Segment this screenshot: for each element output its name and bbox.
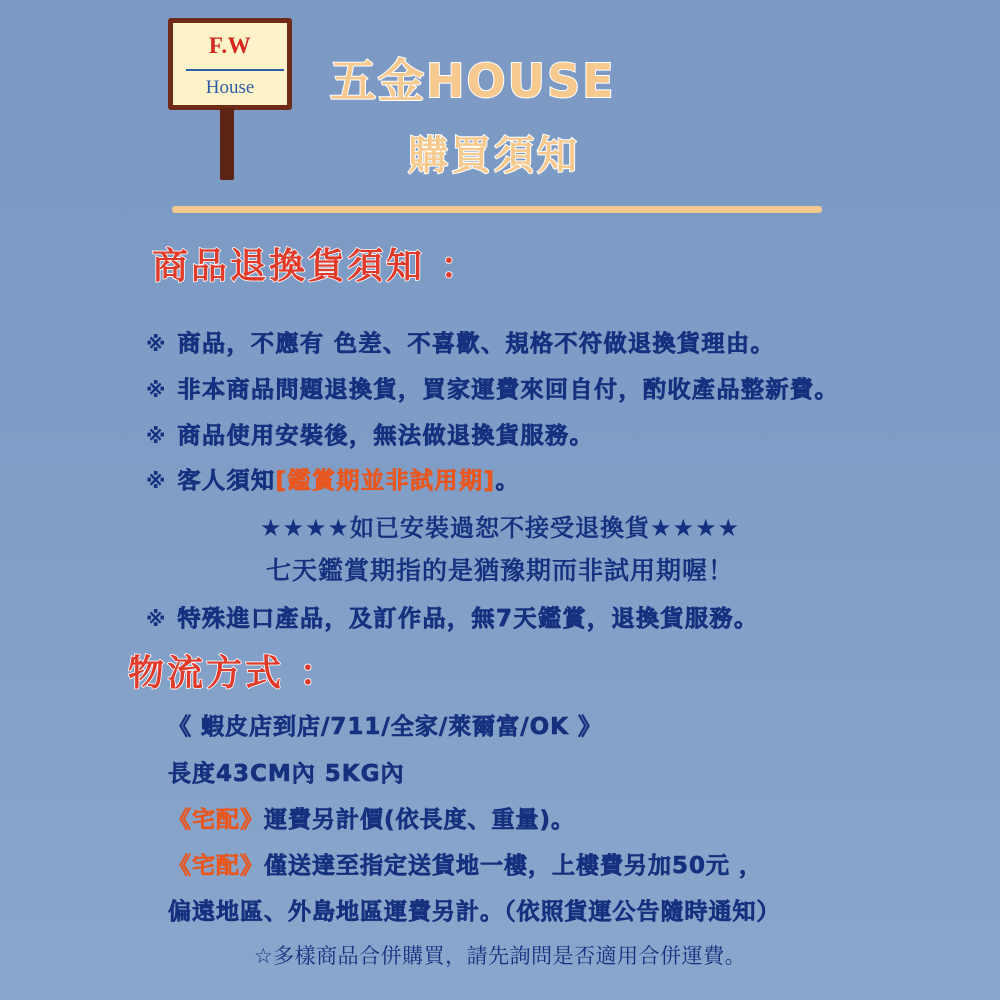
returns-star-notice: ★★★★如已安裝過恕不接受退換貨★★★★ (259, 514, 741, 542)
returns-seven-day-notice: 七天鑑賞期指的是猶豫期而非試用期喔！ (265, 556, 734, 585)
logistics-line-3-text: 運費另計價(依長度、重量)。 (264, 807, 576, 833)
returns-item-4-highlight: [鑑賞期並非試用期] (275, 468, 496, 494)
returns-section-heading: 商品退換貨須知 ： (152, 246, 480, 287)
logistics-line-4-text: 僅送達至指定送貨地一樓，上樓費另加50元 ， (264, 853, 764, 879)
logistics-combined-shipping-note: ☆多樣商品合併購買，請先詢問是否適用合併運費。 (253, 944, 747, 968)
shop-sign-logo (168, 18, 292, 110)
logistics-line-4-tag: 《宅配》 (168, 853, 264, 879)
header-divider (172, 206, 822, 213)
logistics-line-2: 長度43CM內 5KG內 (168, 761, 405, 787)
sign-brand-initials: F.W (208, 33, 252, 58)
returns-item-3-text: 商品使用安裝後，無法做退換貨服務。 (177, 423, 594, 449)
returns-item-5 (146, 600, 758, 633)
header (0, 0, 1000, 200)
bullet-icon: ※ (146, 378, 166, 402)
logistics-line-3 (168, 801, 575, 834)
sign-board (168, 18, 292, 110)
logistics-section-heading: 物流方式 ： (128, 653, 339, 694)
logistics-line-5: 偏遠地區、外島地區運費另計。（依照貨運公告隨時通知） (168, 899, 781, 925)
returns-item-2 (146, 371, 839, 404)
returns-item-2-text: 非本商品問題退換貨，買家運費來回自付，酌收產品整新費。 (177, 377, 839, 403)
logistics-line-4 (168, 847, 763, 880)
sign-brand-word: House (205, 77, 255, 98)
bullet-icon: ※ (146, 469, 166, 493)
returns-item-3 (146, 417, 594, 450)
bullet-icon: ※ (146, 607, 166, 631)
returns-item-1 (146, 325, 775, 358)
returns-item-5-text: 特殊進口產品，及訂作品，無7天鑑賞，退換貨服務。 (177, 606, 759, 632)
returns-item-1-text: 商品，不應有 色差、不喜歡、規格不符做退換貨理由。 (177, 331, 775, 357)
returns-item-4-lead: 客人須知 (177, 468, 276, 494)
page-subtitle: 購買須知 (408, 133, 580, 179)
sign-post (220, 108, 234, 180)
sign-divider (186, 69, 284, 71)
bullet-icon: ※ (146, 424, 166, 448)
bullet-icon: ※ (146, 332, 166, 356)
logistics-line-1: 《 蝦皮店到店/711/全家/萊爾富/OK 》 (168, 714, 603, 740)
returns-item-4-tail: 。 (495, 468, 520, 494)
logistics-line-3-tag: 《宅配》 (168, 807, 264, 833)
returns-item-4-text (177, 462, 520, 495)
page-title: 五金HOUSE (330, 54, 616, 108)
returns-item-4 (146, 462, 520, 495)
